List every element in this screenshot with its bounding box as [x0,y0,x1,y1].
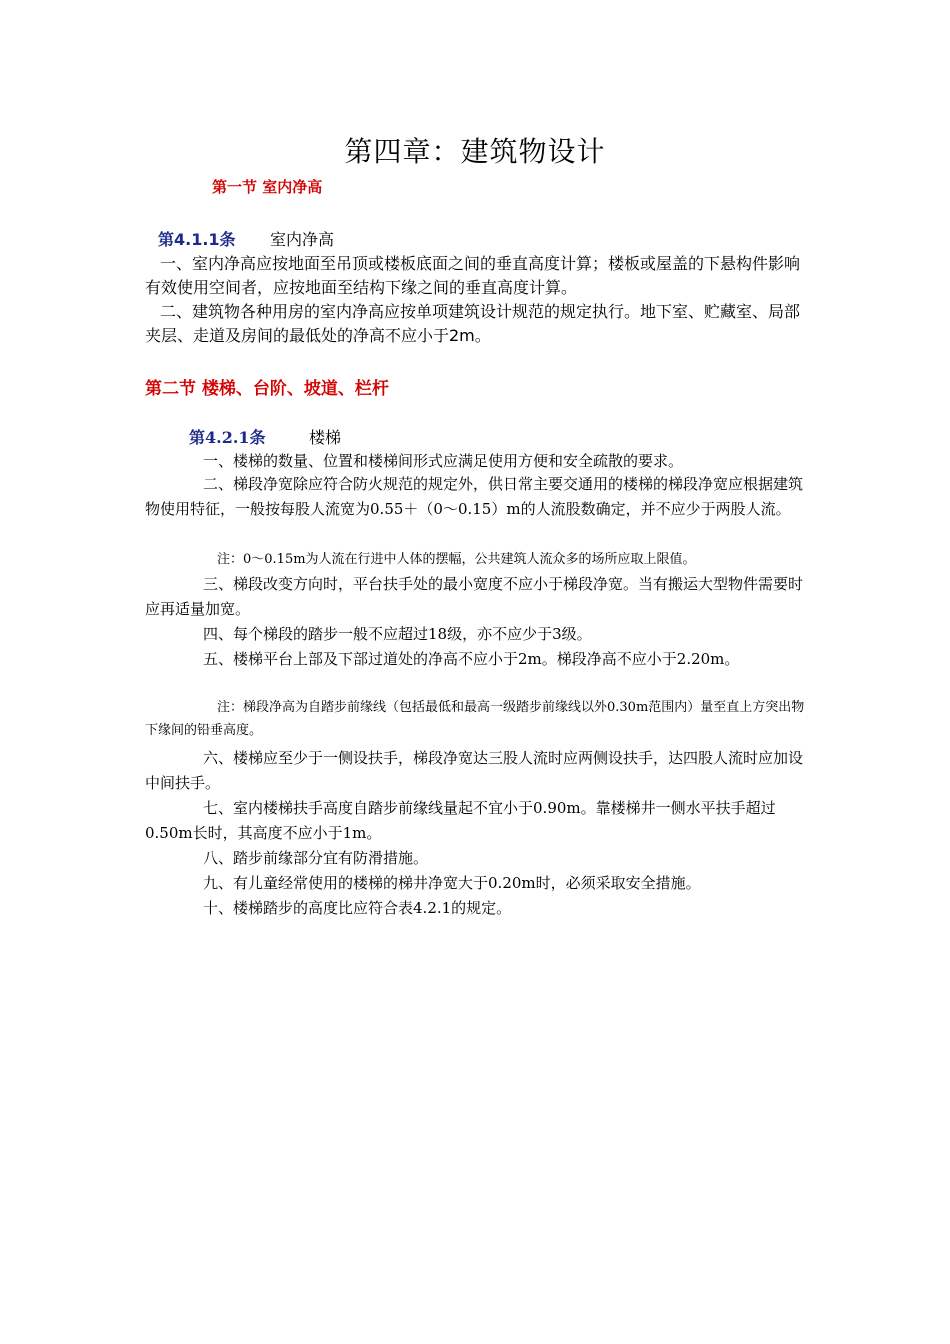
stairs-item-8: 八、踏步前缘部分宜有防滑措施。 [203,849,429,867]
article-4-1-1-paragraph-2: 二、建筑物各种用房的室内净高应按单项建筑设计规范的规定执行。地下室、贮藏室、局部夹层、走道及房间的最低处的净高不应小于2m。 [145,302,801,345]
stairs-item-2: 二、梯段净宽除应符合防火规范的规定外，供日常主要交通用的楼梯的梯段净宽应根据建筑物使用特征，一般按每股人流宽为0.55＋（0～0.15）m的人流股数确定，并不应少于两股人流。 [145,475,804,518]
chapter-title: 第四章：建筑物设计 [344,135,606,168]
article-4-1-1-paragraph-1: 一、室内净高应按地面至吊顶或楼板底面之间的垂直高度计算；楼板或屋盖的下悬构件影响有效使用空间者，应按地面至结构下缘之间的垂直高度计算。 [145,254,801,297]
section-1-title: 第一节 室内净高 [212,178,323,196]
stairs-item-3: 三、梯段改变方向时，平台扶手处的最小宽度不应小于梯段净宽。当有搬运大型物件需要时应再适量加宽。 [145,575,804,618]
stairs-item-9: 九、有儿童经常使用的楼梯的梯井净宽大于0.20m时，必须采取安全措施。 [203,874,701,892]
stairs-item-7: 七、室内楼梯扶手高度自踏步前缘线量起不宜小于0.90m。靠楼梯井一侧水平扶手超过0.50m长时，其高度不应小于1m。 [145,799,776,842]
stairs-note-2: 注：梯段净高为自踏步前缘线（包括最低和最高一级踏步前缘线以外0.30m范围内）量至直上方突出物下缘间的铅垂高度。 [145,700,805,738]
article-4-1-1-number: 第4.1.1条 [158,230,236,249]
stairs-item-6: 六、楼梯应至少于一侧设扶手，梯段净宽达三股人流时应两侧设扶手，达四股人流时应加设中间扶手。 [145,749,804,792]
article-4-2-1-number: 第4.2.1条 [189,428,266,447]
article-4-1-1-name: 室内净高 [270,230,335,249]
article-4-2-1-name: 楼梯 [309,428,342,447]
stairs-item-10: 十、楼梯踏步的高度比应符合表4.2.1的规定。 [203,899,512,917]
stairs-item-5: 五、楼梯平台上部及下部过道处的净高不应小于2m。梯段净高不应小于2.20m。 [203,650,740,668]
stairs-note-1: 注：0～0.15m为人流在行进中人体的摆幅，公共建筑人流众多的场所应取上限值。 [217,552,696,567]
section-2-title: 第二节 楼梯、台阶、坡道、栏杆 [145,379,389,399]
stairs-item-4: 四、每个梯段的踏步一般不应超过18级，亦不应少于3级。 [203,625,592,643]
stairs-item-1: 一、楼梯的数量、位置和楼梯间形式应满足使用方便和安全疏散的要求。 [203,452,684,470]
